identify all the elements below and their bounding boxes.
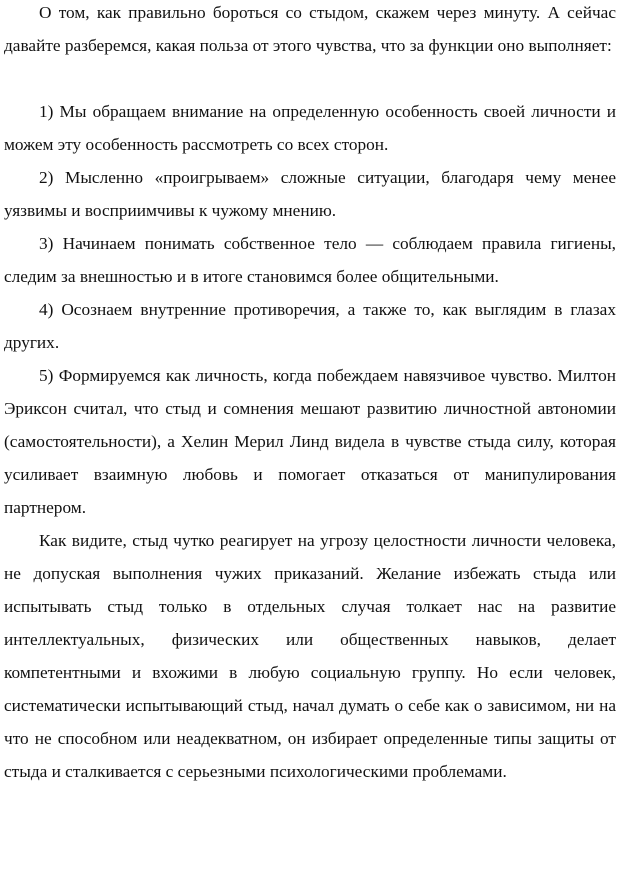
conclusion-paragraph: Как видите, стыд чутко реагирует на угрозу целостности личности человека, не допуская выполнения чужих приказаний. Желание избежать стыда или испытывать стыд только в отдельных случая толкает нас на развитие интеллектуальных, физических или общественных навыков, делает компетентными и вхожими в любую социальную группу. Но если человек, систематически испытывающий стыд, начал думать о себе как о зависимом, ни на что не способном или неадекватном, он избирает определенные типы защиты от стыда и сталкивается с серьезными психологическими проблемами. <box>4 531 616 781</box>
list-item-5: 5) Формируемся как личность, когда побеждаем навязчивое чувство. Милтон Эриксон считал, что стыд и сомнения мешают развитию личностной автономии (самостоятельности), а Хелин Мерил Линд видела в чувстве стыда силу, которая усиливает взаимную любовь и помогает отказаться от манипулирования партнером. <box>4 366 616 517</box>
list-item-2: 2) Мысленно «проигрываем» сложные ситуации, благодаря чему менее уязвимы и восприимчивы к чужому мнению. <box>4 168 616 220</box>
list-item-3: 3) Начинаем понимать собственное тело — соблюдаем правила гигиены, следим за внешностью и в итоге становимся более общительными. <box>4 234 616 286</box>
intro-paragraph: О том, как правильно бороться со стыдом, скажем через минуту. А сейчас давайте разберемся, какая польза от этого чувства, что за функции оно выполняет: <box>4 3 616 55</box>
list-item-4: 4) Осознаем внутренние противоречия, а также то, как выглядим в глазах других. <box>4 300 616 352</box>
paragraph-gap <box>4 62 620 95</box>
list-item-1: 1) Мы обращаем внимание на определенную особенность своей личности и можем эту особенность рассмотреть со всех сторон. <box>4 102 616 154</box>
